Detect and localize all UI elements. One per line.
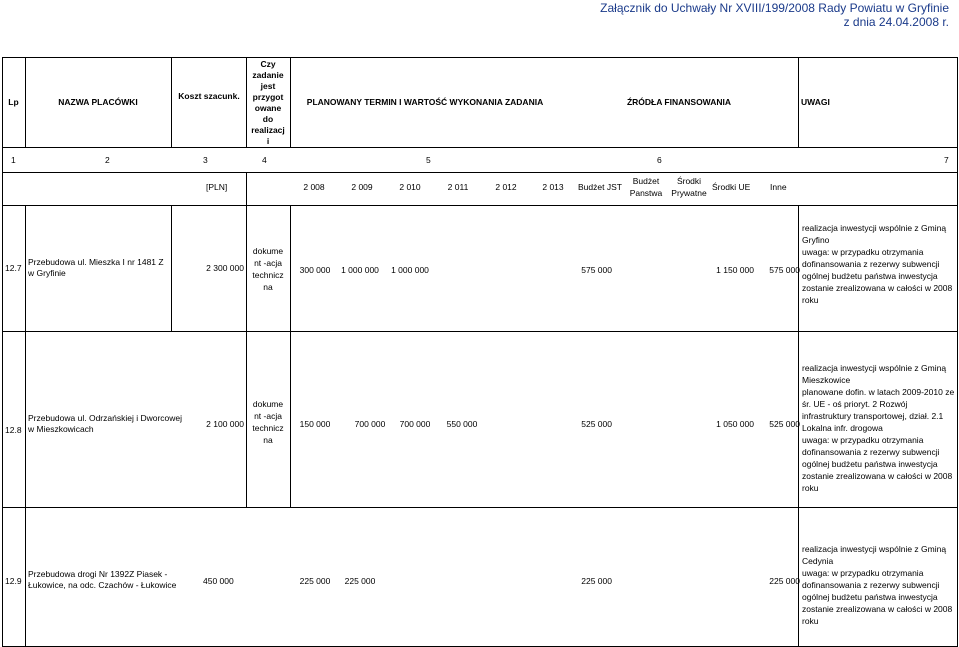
column-number: 2 bbox=[105, 155, 110, 165]
source-header-prywatne: Środki Prywatne bbox=[671, 176, 707, 198]
column-header-zrodla: ŹRÓDŁA FINANSOWANIA bbox=[626, 97, 732, 107]
year-header: 2 010 bbox=[399, 182, 421, 192]
row-year-value: 225 000 bbox=[299, 576, 331, 586]
column-number: 3 bbox=[203, 155, 208, 165]
row-jst: 525 000 bbox=[581, 419, 612, 429]
source-header-inne: Inne bbox=[770, 182, 787, 192]
row-year-value: 700 000 bbox=[354, 419, 386, 429]
source-header-panstwa: Budżet Panstwa bbox=[629, 176, 663, 198]
column-header-koszt: Koszt szacunk. bbox=[178, 91, 240, 101]
row-year-value: 700 000 bbox=[399, 419, 431, 429]
unit-label: [PLN] bbox=[206, 182, 228, 192]
row-year-value: 550 000 bbox=[446, 419, 478, 429]
row-year-value: 300 000 bbox=[299, 265, 331, 275]
row-nazwa: Przebudowa drogi Nr 1392Z Piasek - Łukowice, na odc. Czachów - Łukowice bbox=[28, 569, 177, 590]
row-czy: dokume nt -acja technicz na bbox=[252, 399, 284, 445]
source-header-jst: Budżet JST bbox=[578, 182, 622, 192]
row-koszt: 2 100 000 bbox=[206, 419, 244, 429]
row-koszt: 2 300 000 bbox=[206, 263, 244, 273]
row-uwagi: realizacja inwestycji wspólnie z Gminą Cedynia uwaga: w przypadku otrzymania dofinansowania z rezerwy subwencji ogólnej budżetu państwa inwestycja zostanie zrealizowana w całości w 2008 roku bbox=[802, 544, 953, 626]
attachment-date: z dnia 24.04.2008 r. bbox=[843, 15, 949, 29]
column-number: 5 bbox=[426, 155, 431, 165]
column-number: 4 bbox=[262, 155, 267, 165]
row-jst: 575 000 bbox=[581, 265, 612, 275]
row-ue: 225 000 bbox=[769, 576, 800, 586]
row-nazwa: Przebudowa ul. Mieszka I nr 1481 Z w Gryfinie bbox=[28, 257, 164, 278]
row-year-value: 1 000 000 bbox=[391, 265, 429, 275]
row-lp: 12.9 bbox=[5, 576, 22, 586]
year-header: 2 012 bbox=[495, 182, 517, 192]
column-header-czy-zadanie: Czy zadanie jest przygot owane do realizacj i bbox=[251, 59, 285, 146]
column-header-planowany: PLANOWANY TERMIN I WARTOŚĆ WYKONANIA ZADANIA bbox=[306, 97, 544, 107]
year-header: 2 011 bbox=[447, 182, 469, 192]
row-czy: dokume nt -acja technicz na bbox=[252, 246, 284, 292]
column-number: 7 bbox=[944, 155, 949, 165]
year-header: 2 009 bbox=[351, 182, 373, 192]
year-header: 2 013 bbox=[542, 182, 564, 192]
row-year-value: 1 000 000 bbox=[341, 265, 379, 275]
column-header-lp: Lp bbox=[8, 97, 19, 107]
column-number: 6 bbox=[657, 155, 662, 165]
column-header-uwagi: UWAGI bbox=[801, 97, 830, 107]
row-uwagi: realizacja inwestycji wspólnie z Gminą Gryfino uwaga: w przypadku otrzymania dofinansowania z rezerwy subwencji ogólnej budżetu państwa inwestycja zostanie zrealizowana w całości w 2008 roku bbox=[802, 223, 953, 305]
row-jst: 225 000 bbox=[581, 576, 612, 586]
row-year-value: 225 000 bbox=[344, 576, 376, 586]
year-header: 2 008 bbox=[303, 182, 325, 192]
row-koszt: 450 000 bbox=[203, 576, 234, 586]
column-header-nazwa: NAZWA PLACÓWKI bbox=[58, 97, 138, 107]
row-ue: 575 000 bbox=[769, 265, 800, 275]
row-nazwa: Przebudowa ul. Odrzańskiej i Dworcowej w Mieszkowicach bbox=[28, 413, 183, 434]
row-year-value: 150 000 bbox=[299, 419, 331, 429]
row-lp: 12.7 bbox=[5, 263, 22, 273]
source-header-ue: Środki UE bbox=[712, 182, 751, 192]
row-panstwa: 1 050 000 bbox=[716, 419, 754, 429]
column-number: 1 bbox=[11, 155, 16, 165]
row-lp: 12.8 bbox=[5, 425, 22, 435]
attachment-title: Załącznik do Uchwały Nr XVIII/199/2008 Rady Powiatu w Gryfinie bbox=[600, 1, 949, 15]
row-panstwa: 1 150 000 bbox=[716, 265, 754, 275]
row-ue: 525 000 bbox=[769, 419, 800, 429]
row-uwagi: realizacja inwestycji wspólnie z Gminą Mieszkowice planowane dofin. w latach 2009-2010 ze śr. UE - oś prioryt. 2 Rozwój infrastruktury transportowej, dział. 2.1 Lokalna infr. drogowa uwaga: w przypadku otrzymania dofinansowania z rezerwy subwencji ogólnej budżetu państwa inwestycja zostanie zrealizowana w całości w 2008 roku bbox=[802, 363, 955, 493]
